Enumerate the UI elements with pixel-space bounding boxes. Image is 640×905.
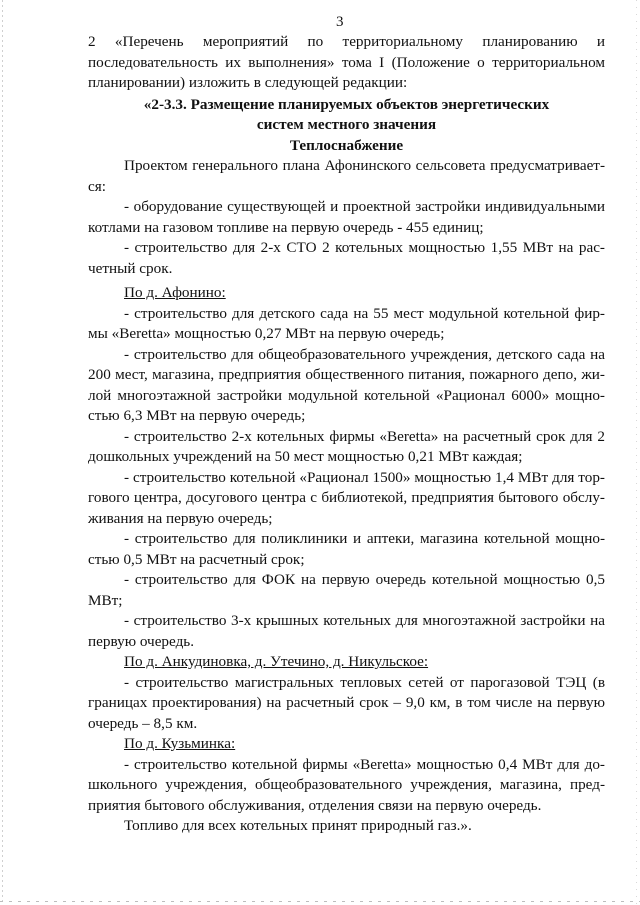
village-heading-label: По д. Кузьминка: [124,735,236,752]
list-item: - строительство для детского сада на 55 мест модульной котельной фир-мы «Beretta» мощностью 0,27 МВт на первую очередь; [88,304,605,342]
page-number: 3 [336,14,344,30]
list-item: - строительство 3-х крышных котельных для многоэтажной застройки на первую очередь. [88,612,605,650]
scan-edge-left [2,0,3,905]
village-heading-label: По д. Афонино: [124,284,226,301]
list-item: - строительство котельной «Рационал 1500» мощностью 1,4 МВт для тор-гового центра, досугового центра с библиотекой, предприятия бытового обслу-живания на первую очередь; [88,468,605,527]
village-heading-afonino [88,283,605,304]
village-heading-ankudinovka [88,652,605,673]
list-item: - оборудование существующей и проектной застройки индивидуальными котлами на газовом топливе на первую очередь - 455 единиц; [88,198,605,236]
list-item: - строительство котельной фирмы «Beretta» мощностью 0,4 МВт для до-школьного учреждения, общеобразовательного учреждения, магазина, пред-приятия бытового обслуживания, отделения связи на первую очередь. [88,755,605,814]
list-item: - строительство магистральных тепловых сетей от парогазовой ТЭЦ (в границах проектирования) на расчетный срок – 9,0 км, в том числе на первую очередь – 8,5 км. [88,673,605,732]
intro-paragraph: 2 «Перечень мероприятий по территориальному планированию и последовательность их выполнения» тома I (Положение о территориальном планировании) изложить в следующей редакции: [88,33,605,91]
list-item: - строительство для общеобразовательного учреждения, детского сада на 200 мест, магазина, предприятия общественного питания, пожарного депо, жи-лой многоэтажной застройки модульной котельной «Рационал 6000» мощно-стью 6,3 МВт на первую очередь; [88,345,605,424]
village-heading-label: По д. Анкудиновка, д. Утечино, д. Никульское: [124,653,429,670]
scan-edge-bottom [0,901,640,902]
list-item: - строительство 2-х котельных фирмы «Beretta» на расчетный срок для 2 дошкольных учреждений на 50 мест мощностью 0,21 МВт каждая; [88,427,605,465]
village-heading-kuzminka [88,734,605,755]
list-item: - строительство для ФОК на первую очередь котельной мощностью 0,5 МВт; [88,571,605,609]
list-item: - строительство для 2-х СТО 2 котельных мощностью 1,55 МВт на рас-четный срок. [88,239,605,277]
document-body [88,32,605,837]
general-paragraph: Проектом генерального плана Афонинского сельсовета предусматривает-ся: [88,157,605,195]
section-title-line-1: «2-3.3. Размещение планируемых объектов энергетических [143,95,550,113]
subsection-title: Теплоснабжение [289,136,404,154]
section-title-line-2: систем местного значения [256,116,437,133]
scan-edge-right [636,0,637,905]
fuel-paragraph: Топливо для всех котельных принят природный газ.». [124,817,472,834]
list-item: - строительство для поликлиники и аптеки, магазина котельной мощно-стью 0,5 МВт на расчетный срок; [88,530,605,568]
